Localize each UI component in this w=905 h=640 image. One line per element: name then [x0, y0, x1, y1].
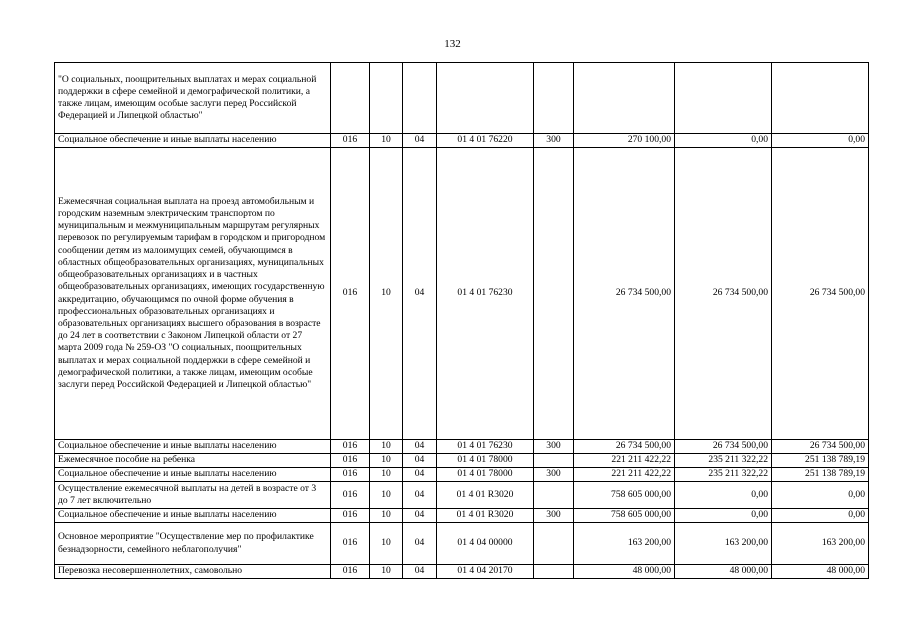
amount-year-2: 0,00 [675, 509, 772, 523]
expense-kind [534, 482, 574, 509]
section-code: 10 [370, 440, 403, 454]
amount-year-3: 0,00 [772, 482, 869, 509]
table-row [55, 509, 869, 523]
subsection-code: 04 [403, 440, 437, 454]
expense-kind: 300 [534, 134, 574, 148]
table-row [55, 134, 869, 148]
section-code: 10 [370, 454, 403, 468]
page-number: 132 [444, 38, 461, 50]
amount-year-3: 251 138 789,19 [772, 454, 869, 468]
row-name: Социальное обеспечение и иные выплаты населению [55, 440, 331, 454]
amount-year-3: 163 200,00 [772, 523, 869, 565]
table-row [55, 523, 869, 565]
amount-year-1: 48 000,00 [574, 565, 675, 579]
amount-year-1: 221 211 422,22 [574, 468, 675, 482]
admin-code: 016 [331, 565, 370, 579]
subsection-code: 04 [403, 509, 437, 523]
row-name: Ежемесячное пособие на ребенка [55, 454, 331, 468]
subsection-code: 04 [403, 468, 437, 482]
subsection-code: 04 [403, 454, 437, 468]
target-article: 01 4 01 78000 [437, 454, 534, 468]
section-code: 10 [370, 468, 403, 482]
admin-code [331, 63, 370, 134]
amount-year-2: 0,00 [675, 134, 772, 148]
row-name: Социальное обеспечение и иные выплаты населению [55, 468, 331, 482]
amount-year-1: 26 734 500,00 [574, 148, 675, 440]
subsection-code: 04 [403, 565, 437, 579]
amount-year-3: 0,00 [772, 509, 869, 523]
admin-code: 016 [331, 509, 370, 523]
table-row [55, 565, 869, 579]
row-name: Перевозка несовершеннолетних, самовольно [55, 565, 331, 579]
subsection-code: 04 [403, 523, 437, 565]
table-row [55, 468, 869, 482]
section-code: 10 [370, 565, 403, 579]
admin-code: 016 [331, 148, 370, 440]
target-article [437, 63, 534, 134]
section-code: 10 [370, 148, 403, 440]
target-article: 01 4 01 R3020 [437, 509, 534, 523]
section-code: 10 [370, 523, 403, 565]
amount-year-1: 758 605 000,00 [574, 482, 675, 509]
amount-year-3 [772, 63, 869, 134]
amount-year-1: 270 100,00 [574, 134, 675, 148]
admin-code: 016 [331, 482, 370, 509]
row-name: Осуществление ежемесячной выплаты на детей в возрасте от 3 до 7 лет включительно [55, 482, 331, 509]
row-name: "О социальных, поощрительных выплатах и мерах социальной поддержки в сфере семейной и демографической политики, а также лицам, имеющим особые заслуги перед Российской Федерацией и Липецкой областью" [55, 63, 331, 134]
expense-kind: 300 [534, 468, 574, 482]
table-row [55, 482, 869, 509]
section-code: 10 [370, 482, 403, 509]
amount-year-3: 0,00 [772, 134, 869, 148]
admin-code: 016 [331, 454, 370, 468]
row-name: Ежемесячная социальная выплата на проезд автомобильным и городским наземным электрическим транспортом по муниципальным и межмуниципальным маршрутам регулярных перевозок по регулируемым тарифам в городском и пригородном сообщении детям из малоимущих семей, обучающимся в областных общеобразовательных организациях, муниципальных общеобразовательных организациях и в частных общеобразовательных организациях, имеющих государственную аккредитацию, обучающимся по очной форме обучения в профессиональных образовательных организациях и образовательных организациях высшего образования в возрасте до 24 лет в соответствии с Законом Липецкой области от 27 марта 2009 года № 259-ОЗ "О социальных, поощрительных выплатах и мерах социальной поддержки в сфере семейной и демографической политики, а также лицам, имеющим особые заслуги перед Российской Федерацией и Липецкой областью" [55, 148, 331, 440]
amount-year-2: 48 000,00 [675, 565, 772, 579]
amount-year-2: 0,00 [675, 482, 772, 509]
row-name: Основное мероприятие "Осуществление мер по профилактике безнадзорности, семейного неблагополучия" [55, 523, 331, 565]
target-article: 01 4 04 20170 [437, 565, 534, 579]
table-row [55, 454, 869, 468]
target-article: 01 4 01 76230 [437, 440, 534, 454]
subsection-code: 04 [403, 482, 437, 509]
target-article: 01 4 01 76230 [437, 148, 534, 440]
amount-year-2: 26 734 500,00 [675, 148, 772, 440]
subsection-code [403, 63, 437, 134]
target-article: 01 4 04 00000 [437, 523, 534, 565]
table-row [55, 440, 869, 454]
amount-year-3: 26 734 500,00 [772, 440, 869, 454]
row-name: Социальное обеспечение и иные выплаты населению [55, 134, 331, 148]
amount-year-1: 163 200,00 [574, 523, 675, 565]
expense-kind: 300 [534, 509, 574, 523]
row-name: Социальное обеспечение и иные выплаты населению [55, 509, 331, 523]
subsection-code: 04 [403, 148, 437, 440]
expense-kind [534, 523, 574, 565]
expense-kind [534, 565, 574, 579]
expense-kind [534, 63, 574, 134]
section-code: 10 [370, 134, 403, 148]
amount-year-1 [574, 63, 675, 134]
amount-year-2: 26 734 500,00 [675, 440, 772, 454]
expense-kind [534, 148, 574, 440]
table-row [55, 148, 869, 440]
section-code [370, 63, 403, 134]
target-article: 01 4 01 R3020 [437, 482, 534, 509]
subsection-code: 04 [403, 134, 437, 148]
expense-kind [534, 454, 574, 468]
admin-code: 016 [331, 468, 370, 482]
expense-kind: 300 [534, 440, 574, 454]
amount-year-2 [675, 63, 772, 134]
amount-year-1: 26 734 500,00 [574, 440, 675, 454]
budget-table [54, 62, 869, 579]
amount-year-2: 163 200,00 [675, 523, 772, 565]
target-article: 01 4 01 76220 [437, 134, 534, 148]
admin-code: 016 [331, 523, 370, 565]
amount-year-2: 235 211 322,22 [675, 468, 772, 482]
target-article: 01 4 01 78000 [437, 468, 534, 482]
section-code: 10 [370, 509, 403, 523]
amount-year-1: 758 605 000,00 [574, 509, 675, 523]
amount-year-3: 26 734 500,00 [772, 148, 869, 440]
amount-year-3: 48 000,00 [772, 565, 869, 579]
admin-code: 016 [331, 440, 370, 454]
amount-year-2: 235 211 322,22 [675, 454, 772, 468]
amount-year-3: 251 138 789,19 [772, 468, 869, 482]
admin-code: 016 [331, 134, 370, 148]
amount-year-1: 221 211 422,22 [574, 454, 675, 468]
table-row [55, 63, 869, 134]
